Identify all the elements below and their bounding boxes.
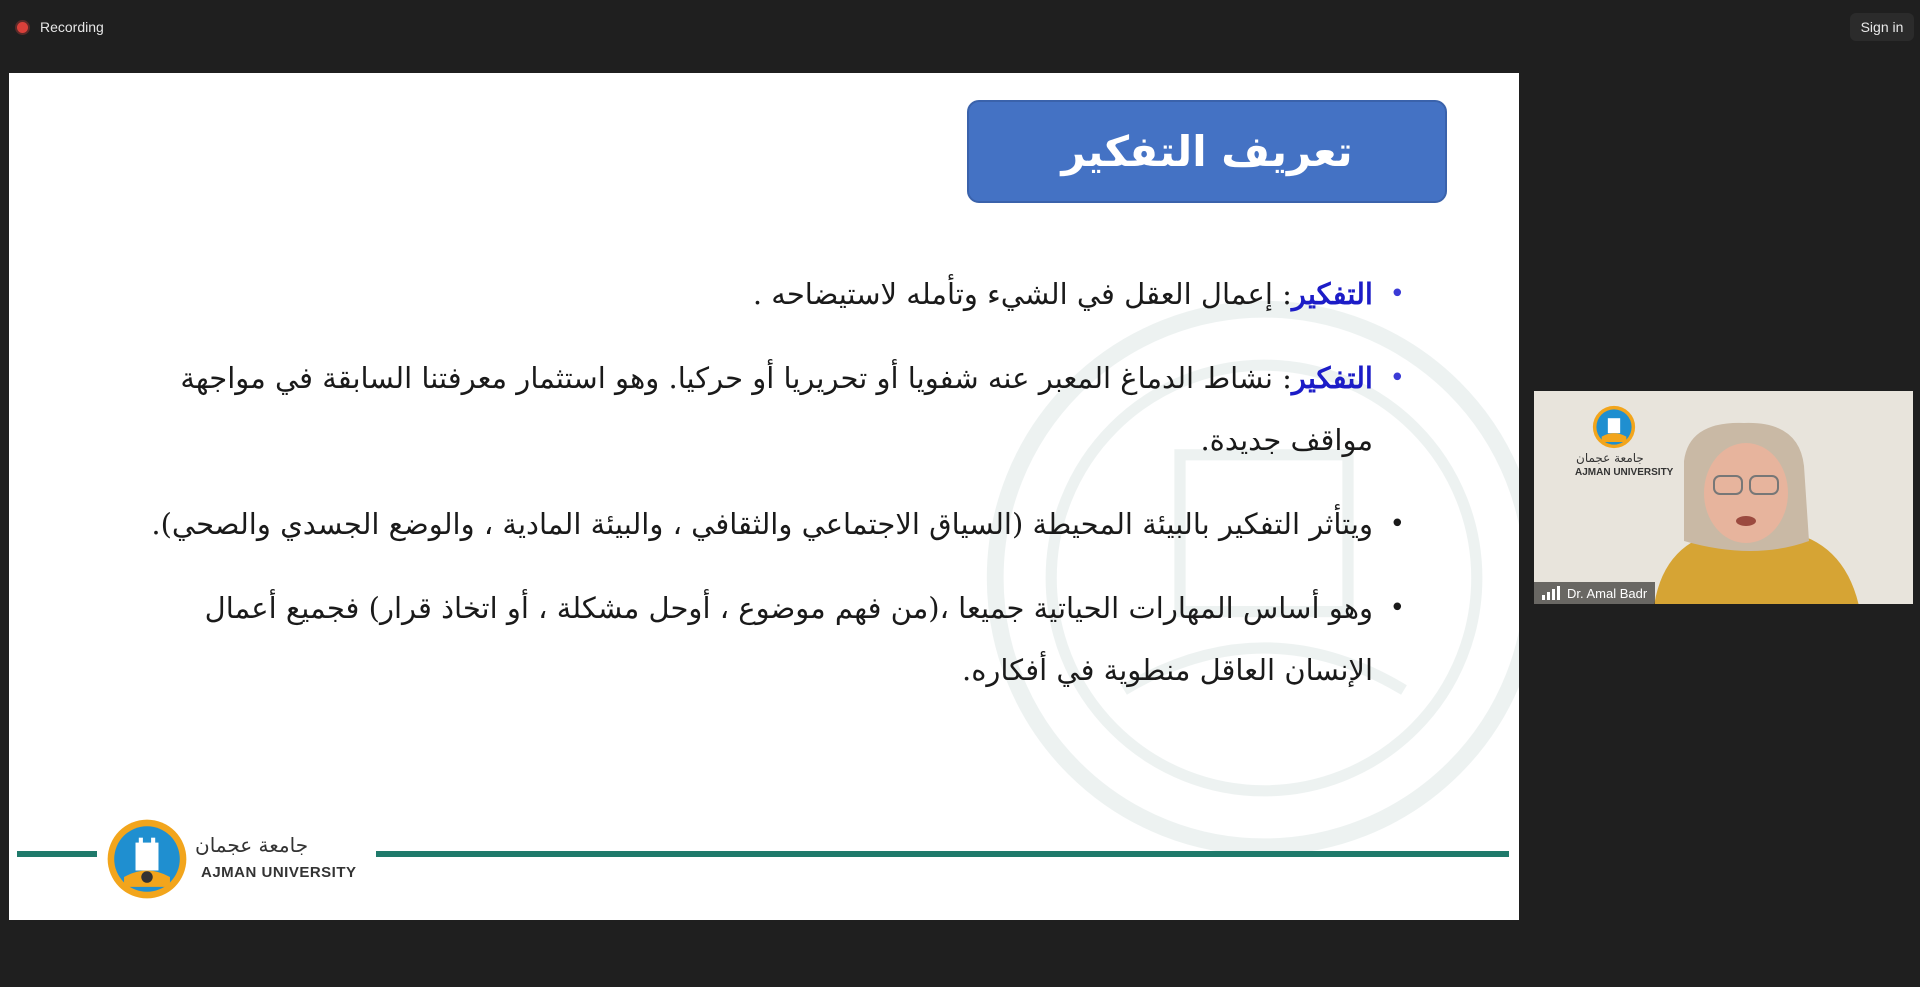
shared-slide <box>9 73 1519 920</box>
bullet-text: : إعمال العقل في الشيء وتأمله لاستيضاحه . <box>752 277 1292 311</box>
logo-arabic-text: جامعة عجمان <box>195 833 309 857</box>
slide-bullets <box>129 263 1409 723</box>
bullet-item-2 <box>129 347 1409 471</box>
recording-label: Recording <box>40 19 104 35</box>
video-logo-english-text: AJMAN UNIVERSITY <box>1575 467 1674 478</box>
record-dot-icon <box>17 22 28 33</box>
bullet-icon: • <box>1389 363 1405 393</box>
bullet-text: : نشاط الدماغ المعبر عنه شفويا أو تحريريا أو حركيا. وهو استثمار معرفتنا السابقة في مواجهة مواقف جديدة. <box>180 361 1373 457</box>
participant-name-label <box>1534 582 1655 604</box>
bullet-text: وهو أساس المهارات الحياتية جميعا ،(من فهم موضوع ، أوحل مشكلة ، أو اتخاذ قرار) فجميع أعمال الإنسان العاقل منطوية في أفكاره. <box>204 591 1373 687</box>
footer-divider-right <box>376 851 1509 857</box>
participant-avatar <box>1644 421 1874 604</box>
bullet-term: التفكير <box>1291 361 1373 395</box>
slide-title: تعريف التفكير <box>967 100 1447 203</box>
meeting-top-bar <box>0 0 1920 64</box>
signal-bars-icon <box>1542 586 1560 600</box>
bullet-item-1 <box>129 263 1409 325</box>
logo-english-text: AJMAN UNIVERSITY <box>201 864 357 881</box>
footer-divider-left <box>17 851 97 857</box>
bullet-text: ويتأثر التفكير بالبيئة المحيطة (السياق الاجتماعي والثقافي ، والبيئة المادية ، والوضع الجسدي والصحي). <box>151 507 1373 541</box>
participant-name: Dr. Amal Badr <box>1567 585 1648 601</box>
bullet-term: التفكير <box>1291 277 1373 311</box>
university-logo-icon <box>106 818 188 900</box>
bullet-icon: • <box>1389 593 1405 623</box>
bullet-icon: • <box>1389 279 1405 309</box>
sign-in-button[interactable]: Sign in <box>1850 13 1914 41</box>
video-logo-arabic-text: جامعة عجمان <box>1576 451 1644 465</box>
university-logo-icon <box>1592 405 1636 449</box>
bullet-item-4 <box>129 577 1409 701</box>
participant-video-tile[interactable] <box>1534 391 1913 604</box>
recording-indicator[interactable] <box>17 19 104 35</box>
bullet-item-3 <box>129 493 1409 555</box>
bullet-icon: • <box>1389 509 1405 539</box>
